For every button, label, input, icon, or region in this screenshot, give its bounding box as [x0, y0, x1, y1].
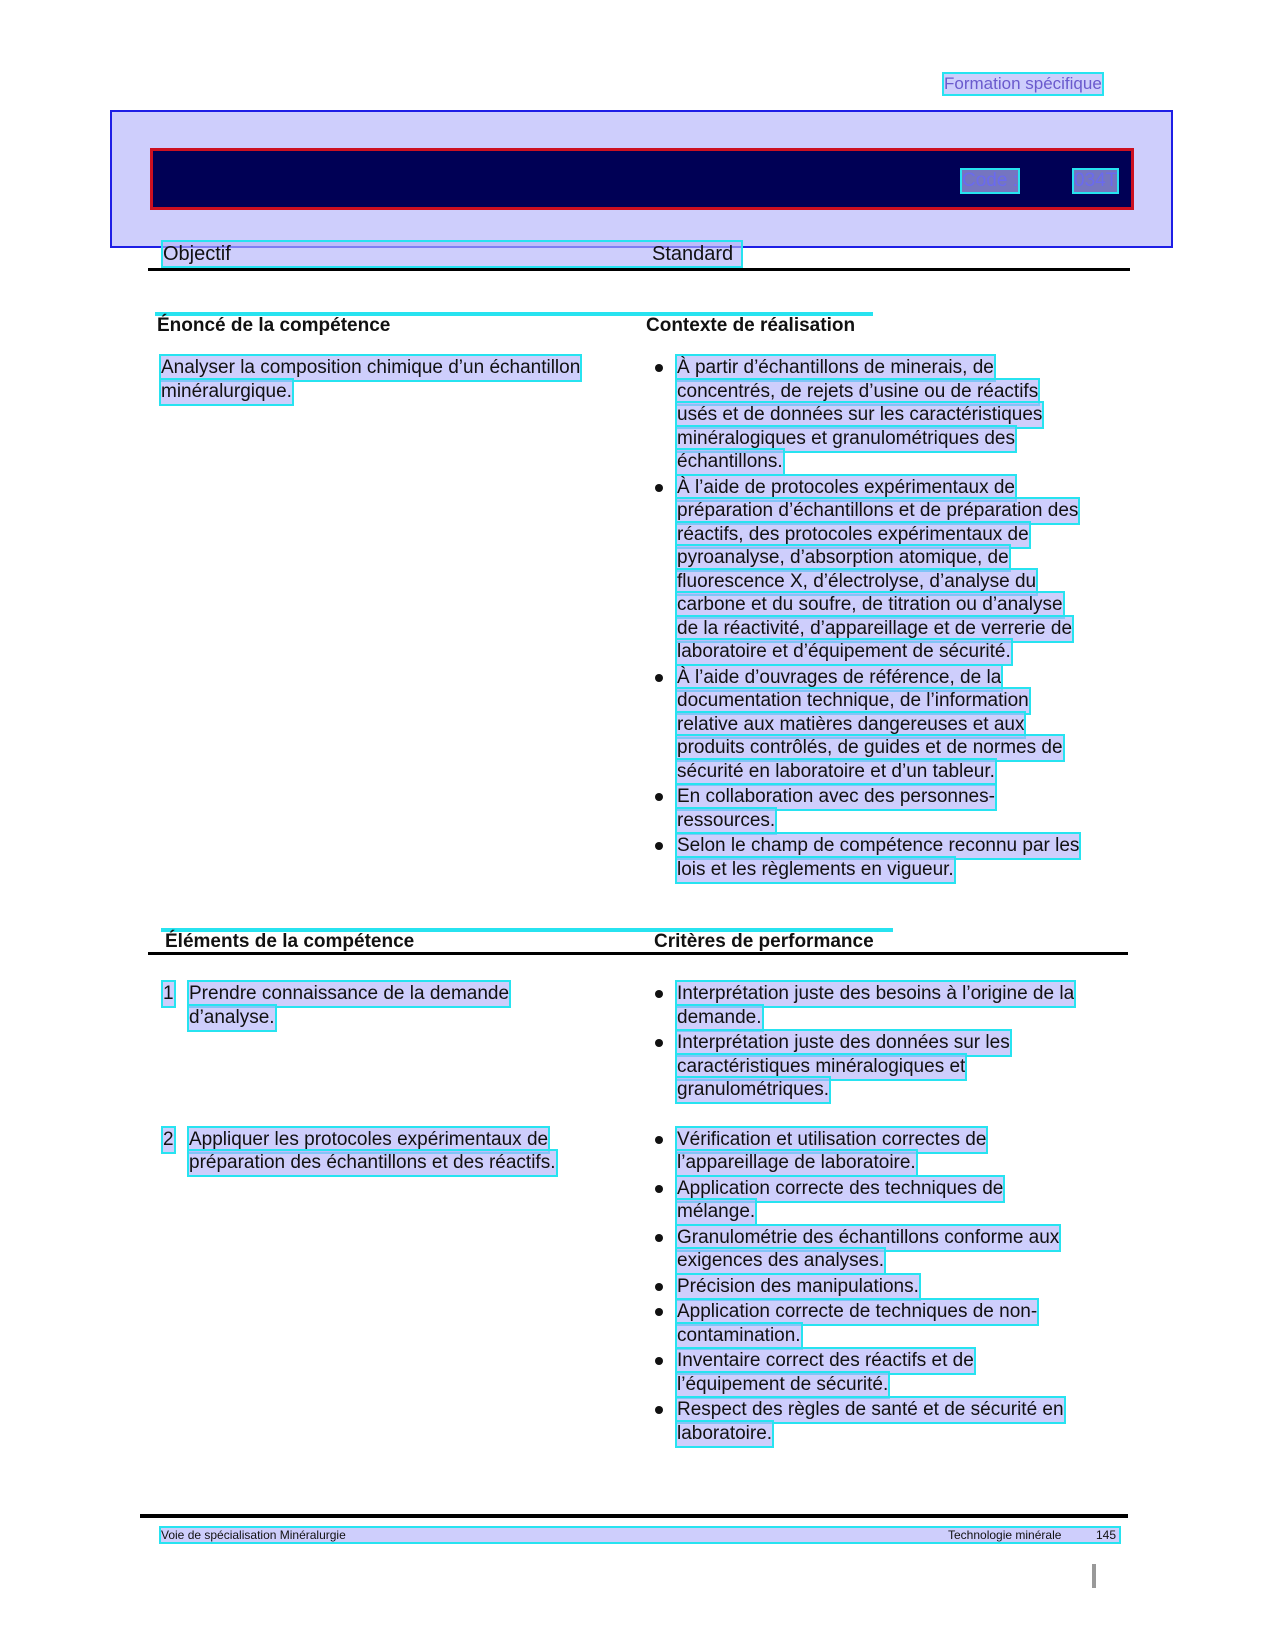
- header-divider: [148, 268, 1130, 271]
- elements-title: Éléments de la compétence: [165, 931, 415, 952]
- element-number: 2: [163, 1128, 174, 1150]
- critere-line: granulométriques.: [677, 1079, 830, 1100]
- code-label: Code :: [962, 170, 1018, 191]
- enonce-line: Analyser la composition chimique d’un échantillon: [161, 357, 581, 378]
- contexte-item-line: sécurité en laboratoire et d’un tableur.: [677, 760, 995, 782]
- text-cursor: [1092, 1564, 1096, 1588]
- bullet-icon: [655, 1185, 663, 1193]
- bullet-icon: [655, 990, 663, 998]
- bullet-icon: [655, 674, 663, 682]
- contexte-item-line: À l’aide de protocoles expérimentaux de: [677, 476, 1015, 498]
- contexte-item-line: de la réactivité, d’appareillage et de verrerie de: [677, 617, 1073, 639]
- critere-line: Granulométrie des échantillons conforme aux: [677, 1226, 1060, 1248]
- critere-line: Interprétation juste des besoins à l’origine de la: [677, 983, 1075, 1004]
- contexte-item-line: réactifs, des protocoles expérimentaux de: [677, 523, 1029, 545]
- critere-line: Application correcte de techniques de non-: [677, 1301, 1038, 1322]
- bullet-icon: [655, 1357, 663, 1365]
- document-category: Formation spécifique: [944, 74, 1102, 93]
- enonce-line: minéralurgique.: [161, 380, 292, 402]
- bullet-icon: [655, 793, 663, 801]
- bullet-icon: [655, 1234, 663, 1242]
- contexte-item-line: carbone et du soufre, de titration ou d’analyse: [677, 594, 1063, 615]
- critere-line: demande.: [677, 1006, 762, 1028]
- contexte-item-line: À l’aide d’ouvrages de référence, de la: [677, 666, 1002, 688]
- contexte-item-line: ressources.: [677, 809, 776, 831]
- element-number: 1: [163, 983, 174, 1004]
- element-line: Appliquer les protocoles expérimentaux de: [189, 1128, 549, 1150]
- bullet-icon: [655, 1283, 663, 1291]
- bullet-icon: [655, 1136, 663, 1144]
- critere-line: Précision des manipulations.: [677, 1275, 919, 1297]
- critere-line: Inventaire correct des réactifs et de: [677, 1350, 974, 1371]
- bullet-icon: [655, 484, 663, 492]
- critere-line: exigences des analyses.: [677, 1250, 885, 1271]
- bullet-icon: [655, 1308, 663, 1316]
- contexte-item-line: fluorescence X, d’électrolyse, d’analyse du: [677, 570, 1037, 592]
- section2-divider: [148, 952, 1128, 955]
- objectif-text: Objectif: [163, 243, 231, 265]
- critere-line: l’appareillage de laboratoire.: [677, 1152, 916, 1173]
- critere-line: Application correcte des techniques de: [677, 1177, 1004, 1199]
- bullet-icon: [655, 1039, 663, 1047]
- critere-line: caractéristiques minéralogiques et: [677, 1055, 966, 1077]
- contexte-item-line: documentation technique, de l’information: [677, 690, 1029, 711]
- contexte-item-line: À partir d’échantillons de minerais, de: [677, 357, 994, 378]
- footer-divider: [140, 1514, 1128, 1518]
- contexte-item-line: pyroanalyse, d’absorption atomique, de: [677, 547, 1009, 568]
- contexte-title: Contexte de réalisation: [646, 315, 856, 336]
- contexte-item-line: préparation d’échantillons et de préparation des: [677, 500, 1079, 521]
- critere-line: Interprétation juste des données sur les: [677, 1032, 1010, 1053]
- contexte-item-line: laboratoire et d’équipement de sécurité.: [677, 641, 1011, 662]
- critere-line: l’équipement de sécurité.: [677, 1373, 889, 1395]
- critere-line: mélange.: [677, 1201, 756, 1222]
- contexte-item-line: minéralogiques et granulométriques des: [677, 427, 1015, 449]
- element-line: préparation des échantillons et des réactifs.: [189, 1152, 556, 1173]
- contexte-item-line: lois et les règlements en vigueur.: [677, 858, 954, 880]
- element-line: Prendre connaissance de la demande: [189, 983, 510, 1004]
- contexte-item-line: En collaboration avec des personnes-: [677, 786, 995, 807]
- contexte-item-line: échantillons.: [677, 451, 783, 472]
- enonce-title: Énoncé de la compétence: [157, 315, 391, 336]
- footer-right: Technologie minérale: [948, 1528, 1062, 1542]
- bullet-icon: [655, 364, 663, 372]
- critere-line: contamination.: [677, 1324, 801, 1346]
- bullet-icon: [655, 842, 663, 850]
- bullet-icon: [655, 1406, 663, 1414]
- contexte-item-line: produits contrôlés, de guides et de normes de: [677, 737, 1063, 758]
- critere-line: Vérification et utilisation correctes de: [677, 1128, 987, 1150]
- page-number: 145: [1096, 1528, 1117, 1542]
- contexte-item-line: concentrés, de rejets d’usine ou de réactifs: [677, 380, 1039, 402]
- contexte-item-line: usés et de données sur les caractéristiques: [677, 404, 1043, 425]
- critere-line: Respect des règles de santé et de sécurité en: [677, 1399, 1064, 1420]
- critere-line: laboratoire.: [677, 1422, 773, 1444]
- element-line: d’analyse.: [189, 1006, 275, 1028]
- contexte-item-line: relative aux matières dangereuses et aux: [677, 713, 1025, 735]
- footer-left: Voie de spécialisation Minéralurgie: [161, 1528, 346, 1542]
- code-value: 034T: [1074, 170, 1118, 191]
- standard-label: Standard: [652, 243, 734, 265]
- contexte-item-line: Selon le champ de compétence reconnu par les: [677, 835, 1080, 856]
- criteres-title: Critères de performance: [654, 931, 874, 952]
